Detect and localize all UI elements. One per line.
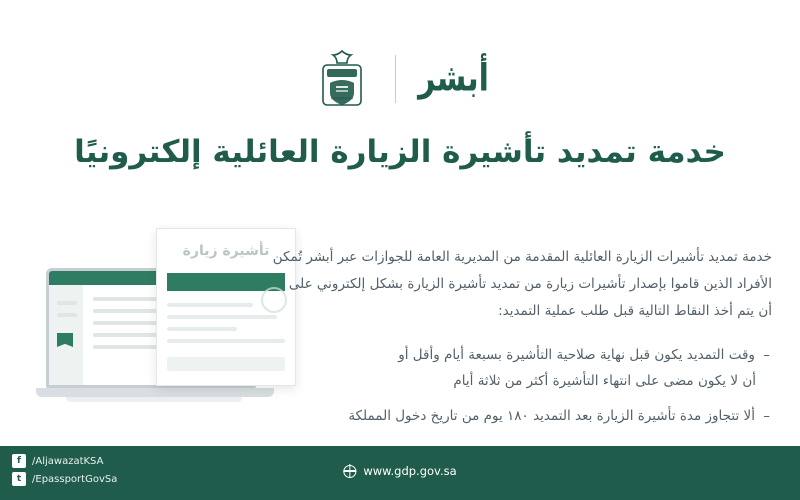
intro-paragraph: خدمة تمديد تأشيرات الزيارة العائلية المقدمة من المديرية العامة للجوازات عبر أبشر تُمكن الأفراد الذين قاموا بإصدار تأشيرات زيارة من تمديد تأشيرة الزيارة بشكل إلكتروني على أن يتم أخذ النقاط التالية قبل طلب عملية التمديد: xyxy=(272,249,772,319)
list-item-dash: – xyxy=(763,408,770,425)
visa-document-title: تأشيرة زيارة xyxy=(182,243,270,259)
social-links xyxy=(12,454,117,486)
absher-logo: أبشر xyxy=(418,56,489,101)
social-handle: /EpassportGovSa xyxy=(32,473,118,485)
list-item-subtext: أن لا يكون مضى على انتهاء التأشيرة أكثر من ثلاثة أيام xyxy=(453,372,756,389)
list-item-dash: – xyxy=(763,347,770,363)
twitter-icon: t xyxy=(12,472,26,486)
conditions-list xyxy=(272,343,772,430)
social-link-twitter[interactable] xyxy=(12,472,117,486)
header-logos xyxy=(0,48,800,110)
laptop-base xyxy=(36,388,274,397)
visa-document-line xyxy=(167,303,253,307)
saudi-passports-directorate-emblem-icon xyxy=(311,48,373,110)
website-url: www.gdp.gov.sa xyxy=(363,464,457,478)
visa-document-line xyxy=(167,339,285,343)
footer-bar xyxy=(0,446,800,500)
visa-document-line xyxy=(167,327,237,331)
list-item-text: ألا تتجاوز مدة تأشيرة الزيارة بعد التمديد ١٨٠ يوم من تاريخ دخول المملكة xyxy=(348,408,755,425)
logo-divider xyxy=(395,55,396,103)
facebook-icon: f xyxy=(12,454,26,468)
sidebar-text-line xyxy=(57,313,77,317)
website-link[interactable] xyxy=(343,464,456,478)
list-item-text: وقت التمديد يكون قبل نهاية صلاحية التأشيرة بسبعة أيام وأقل أو xyxy=(398,347,755,363)
laptop-foot xyxy=(66,397,242,402)
social-link-facebook[interactable] xyxy=(12,454,117,468)
list-item xyxy=(272,404,772,430)
list-item xyxy=(272,343,772,394)
body-content xyxy=(272,244,772,440)
page-title: خدمة تمديد تأشيرة الزيارة العائلية إلكترونيًا xyxy=(74,134,726,170)
visa-document-block xyxy=(167,357,285,371)
visa-document-line xyxy=(167,315,277,319)
globe-icon xyxy=(343,465,356,478)
social-handle: /AljawazatKSA xyxy=(32,455,104,467)
sidebar-text-line xyxy=(57,301,77,305)
